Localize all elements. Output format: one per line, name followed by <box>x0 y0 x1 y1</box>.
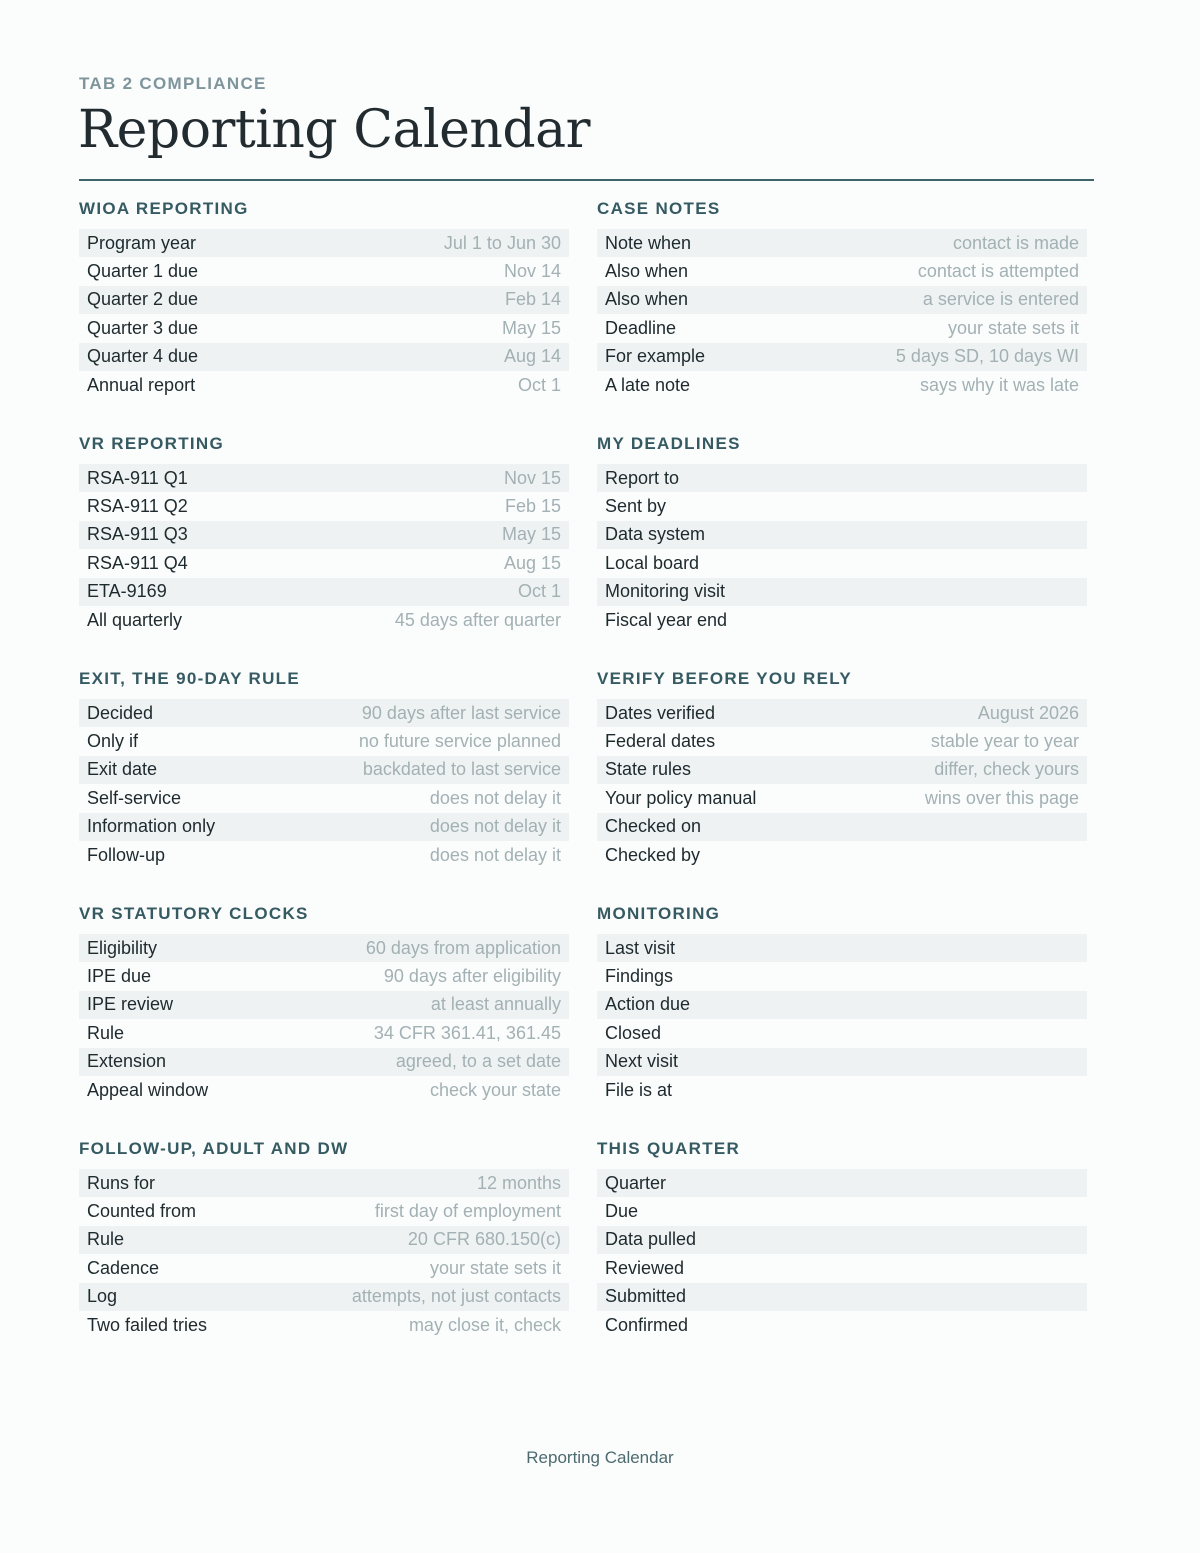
section-rows <box>597 229 1087 399</box>
table-row <box>597 343 1087 371</box>
section-rows <box>79 1169 569 1339</box>
row-label: Eligibility <box>87 937 158 958</box>
row-label: Fiscal year end <box>605 609 728 630</box>
table-row <box>597 371 1087 399</box>
row-label: RSA-911 Q4 <box>87 552 188 573</box>
table-row <box>597 962 1087 990</box>
row-label: Log <box>87 1286 118 1307</box>
row-label: Note when <box>605 232 692 253</box>
section-wioa-reporting <box>79 198 569 433</box>
row-label: A late note <box>605 374 691 395</box>
table-row <box>79 314 569 342</box>
row-value: 5 days SD, 10 days WI <box>895 346 1079 367</box>
row-label: Your policy manual <box>605 787 757 808</box>
row-value: 45 days after quarter <box>394 609 561 630</box>
row-value: 60 days from application <box>365 937 561 958</box>
section-this-quarter <box>597 1138 1087 1373</box>
section-vr-statutory-clocks <box>79 903 569 1138</box>
row-label: Runs for <box>87 1172 156 1193</box>
row-value: a service is entered <box>922 289 1079 310</box>
section-title: VR STATUTORY CLOCKS <box>79 904 309 923</box>
row-label: Quarter 4 due <box>87 346 199 367</box>
row-value: May 15 <box>501 317 561 338</box>
table-row <box>597 492 1087 520</box>
section-rows <box>597 934 1087 1104</box>
row-label: Quarter 3 due <box>87 317 199 338</box>
table-row <box>79 371 569 399</box>
row-label: IPE due <box>87 966 152 987</box>
row-value: 12 months <box>476 1172 561 1193</box>
row-label: Submitted <box>605 1286 687 1307</box>
table-row <box>79 464 569 492</box>
row-value: 90 days after eligibility <box>383 966 561 987</box>
table-row <box>79 813 569 841</box>
table-row <box>597 934 1087 962</box>
row-value: contact is attempted <box>917 261 1079 282</box>
table-row <box>597 841 1087 869</box>
section-follow-up-adult-and-dw <box>79 1138 569 1373</box>
section-title: FOLLOW-UP, ADULT AND DW <box>79 1139 349 1158</box>
row-value: attempts, not just contacts <box>351 1286 561 1307</box>
section-exit-the-90-day-rule <box>79 668 569 903</box>
row-value: agreed, to a set date <box>395 1051 561 1072</box>
row-value: your state sets it <box>429 1257 561 1278</box>
table-row <box>597 1226 1087 1254</box>
table-row <box>79 784 569 812</box>
row-label: Report to <box>605 467 680 488</box>
row-label: Dates verified <box>605 702 716 723</box>
section-my-deadlines <box>597 433 1087 668</box>
row-label: Annual report <box>87 374 196 395</box>
row-value: August 2026 <box>977 702 1079 723</box>
row-value: Nov 15 <box>503 467 561 488</box>
row-value: does not delay it <box>429 816 561 837</box>
section-monitoring <box>597 903 1087 1138</box>
table-row <box>597 784 1087 812</box>
row-value: backdated to last service <box>362 759 561 780</box>
row-value: at least annually <box>430 994 561 1015</box>
row-label: Action due <box>605 994 691 1015</box>
page-eyebrow: TAB 2 COMPLIANCE <box>79 74 267 93</box>
row-label: Exit date <box>87 759 158 780</box>
table-row <box>597 991 1087 1019</box>
section-title: VERIFY BEFORE YOU RELY <box>597 669 853 688</box>
row-label: Deadline <box>605 317 677 338</box>
row-value: differ, check yours <box>934 759 1079 780</box>
row-label: Checked on <box>605 816 702 837</box>
row-label: RSA-911 Q2 <box>87 496 188 517</box>
row-value: contact is made <box>952 232 1079 253</box>
table-row <box>79 257 569 285</box>
row-label: File is at <box>605 1079 673 1100</box>
page-title: Reporting Calendar <box>78 100 591 160</box>
table-row <box>79 549 569 577</box>
section-title: CASE NOTES <box>597 199 721 218</box>
section-case-notes <box>597 198 1087 433</box>
row-value: Aug 14 <box>503 346 561 367</box>
row-label: IPE review <box>87 994 174 1015</box>
section-rows <box>79 229 569 399</box>
row-label: Confirmed <box>605 1314 689 1335</box>
table-row <box>597 314 1087 342</box>
table-row <box>597 1076 1087 1104</box>
row-label: Decided <box>87 702 154 723</box>
section-rows <box>79 464 569 634</box>
row-label: Last visit <box>605 937 676 958</box>
row-value: may close it, check <box>408 1314 561 1335</box>
row-label: Federal dates <box>605 731 716 752</box>
row-label: Local board <box>605 552 700 573</box>
row-label: Also when <box>605 261 689 282</box>
section-rows <box>79 934 569 1104</box>
table-row <box>597 813 1087 841</box>
row-label: Quarter 2 due <box>87 289 199 310</box>
row-label: Data system <box>605 524 706 545</box>
section-title: THIS QUARTER <box>597 1139 741 1158</box>
table-row <box>597 606 1087 634</box>
row-label: Cadence <box>87 1257 160 1278</box>
table-row <box>79 727 569 755</box>
table-row <box>79 1169 569 1197</box>
table-row <box>79 1019 569 1047</box>
table-row <box>79 1283 569 1311</box>
row-label: Also when <box>605 289 689 310</box>
table-row <box>597 1283 1087 1311</box>
row-value: Jul 1 to Jun 30 <box>443 232 561 253</box>
row-value: does not delay it <box>429 844 561 865</box>
row-label: Next visit <box>605 1051 679 1072</box>
table-row <box>597 727 1087 755</box>
row-label: Quarter <box>605 1172 667 1193</box>
section-title: MY DEADLINES <box>597 434 741 453</box>
table-row <box>597 257 1087 285</box>
table-row <box>597 1048 1087 1076</box>
table-row <box>79 492 569 520</box>
row-label: Monitoring visit <box>605 581 726 602</box>
row-value: first day of employment <box>374 1201 561 1222</box>
table-row <box>79 286 569 314</box>
table-row <box>79 934 569 962</box>
table-row <box>597 1169 1087 1197</box>
table-row <box>79 756 569 784</box>
row-value: Oct 1 <box>517 374 561 395</box>
table-row <box>597 578 1087 606</box>
row-value: May 15 <box>501 524 561 545</box>
row-label: Rule <box>87 1022 125 1043</box>
row-label: Self-service <box>87 787 182 808</box>
row-label: Data pulled <box>605 1229 697 1250</box>
table-row <box>79 841 569 869</box>
section-rows <box>79 699 569 869</box>
row-label: Checked by <box>605 844 701 865</box>
table-row <box>79 1197 569 1225</box>
row-label: Follow-up <box>87 844 166 865</box>
section-rows <box>597 699 1087 869</box>
row-label: RSA-911 Q1 <box>87 467 188 488</box>
row-label: Only if <box>87 731 139 752</box>
table-row <box>597 1254 1087 1282</box>
section-rows <box>597 1169 1087 1339</box>
table-row <box>597 549 1087 577</box>
row-value: Feb 15 <box>504 496 561 517</box>
table-row <box>597 1019 1087 1047</box>
section-verify-before-you-rely <box>597 668 1087 903</box>
row-value: Aug 15 <box>503 552 561 573</box>
row-value: 34 CFR 361.41, 361.45 <box>373 1022 561 1043</box>
table-row <box>597 1311 1087 1339</box>
table-row <box>597 464 1087 492</box>
row-label: All quarterly <box>87 609 183 630</box>
row-value: stable year to year <box>930 731 1079 752</box>
table-row <box>79 343 569 371</box>
row-value: Nov 14 <box>503 261 561 282</box>
row-value: no future service planned <box>358 731 561 752</box>
title-divider <box>79 179 1094 181</box>
table-row <box>79 229 569 257</box>
row-label: Extension <box>87 1051 167 1072</box>
row-value: does not delay it <box>429 787 561 808</box>
row-value: says why it was late <box>919 374 1079 395</box>
table-row <box>597 756 1087 784</box>
row-label: RSA-911 Q3 <box>87 524 188 545</box>
row-label: Findings <box>605 966 674 987</box>
row-label: For example <box>605 346 706 367</box>
table-row <box>79 1311 569 1339</box>
row-label: State rules <box>605 759 692 780</box>
row-label: Due <box>605 1201 639 1222</box>
section-title: MONITORING <box>597 904 721 923</box>
table-row <box>79 1226 569 1254</box>
row-label: Quarter 1 due <box>87 261 199 282</box>
row-label: Sent by <box>605 496 667 517</box>
section-title: EXIT, THE 90-DAY RULE <box>79 669 300 688</box>
page-footer: Reporting Calendar <box>526 1448 674 1467</box>
row-value: Oct 1 <box>517 581 561 602</box>
row-value: 20 CFR 680.150(c) <box>407 1229 561 1250</box>
section-title: VR REPORTING <box>79 434 225 453</box>
row-label: Information only <box>87 816 216 837</box>
row-label: Closed <box>605 1022 662 1043</box>
row-label: Counted from <box>87 1201 197 1222</box>
row-label: Reviewed <box>605 1257 685 1278</box>
row-label: Two failed tries <box>87 1314 208 1335</box>
table-row <box>79 521 569 549</box>
table-row <box>79 1254 569 1282</box>
table-row <box>79 606 569 634</box>
table-row <box>597 229 1087 257</box>
table-row <box>79 1048 569 1076</box>
row-value: wins over this page <box>924 787 1079 808</box>
table-row <box>597 521 1087 549</box>
row-value: Feb 14 <box>504 289 561 310</box>
sections-grid <box>79 198 1087 1373</box>
row-label: Rule <box>87 1229 125 1250</box>
table-row <box>597 286 1087 314</box>
row-label: ETA-9169 <box>87 581 167 602</box>
table-row <box>597 699 1087 727</box>
row-value: your state sets it <box>947 317 1079 338</box>
table-row <box>79 962 569 990</box>
section-title: WIOA REPORTING <box>79 199 249 218</box>
row-label: Program year <box>87 232 197 253</box>
table-row <box>79 1076 569 1104</box>
row-label: Appeal window <box>87 1079 209 1100</box>
table-row <box>79 991 569 1019</box>
table-row <box>79 699 569 727</box>
row-value: check your state <box>429 1079 561 1100</box>
section-vr-reporting <box>79 433 569 668</box>
table-row <box>79 578 569 606</box>
row-value: 90 days after last service <box>361 702 561 723</box>
section-rows <box>597 464 1087 634</box>
table-row <box>597 1197 1087 1225</box>
